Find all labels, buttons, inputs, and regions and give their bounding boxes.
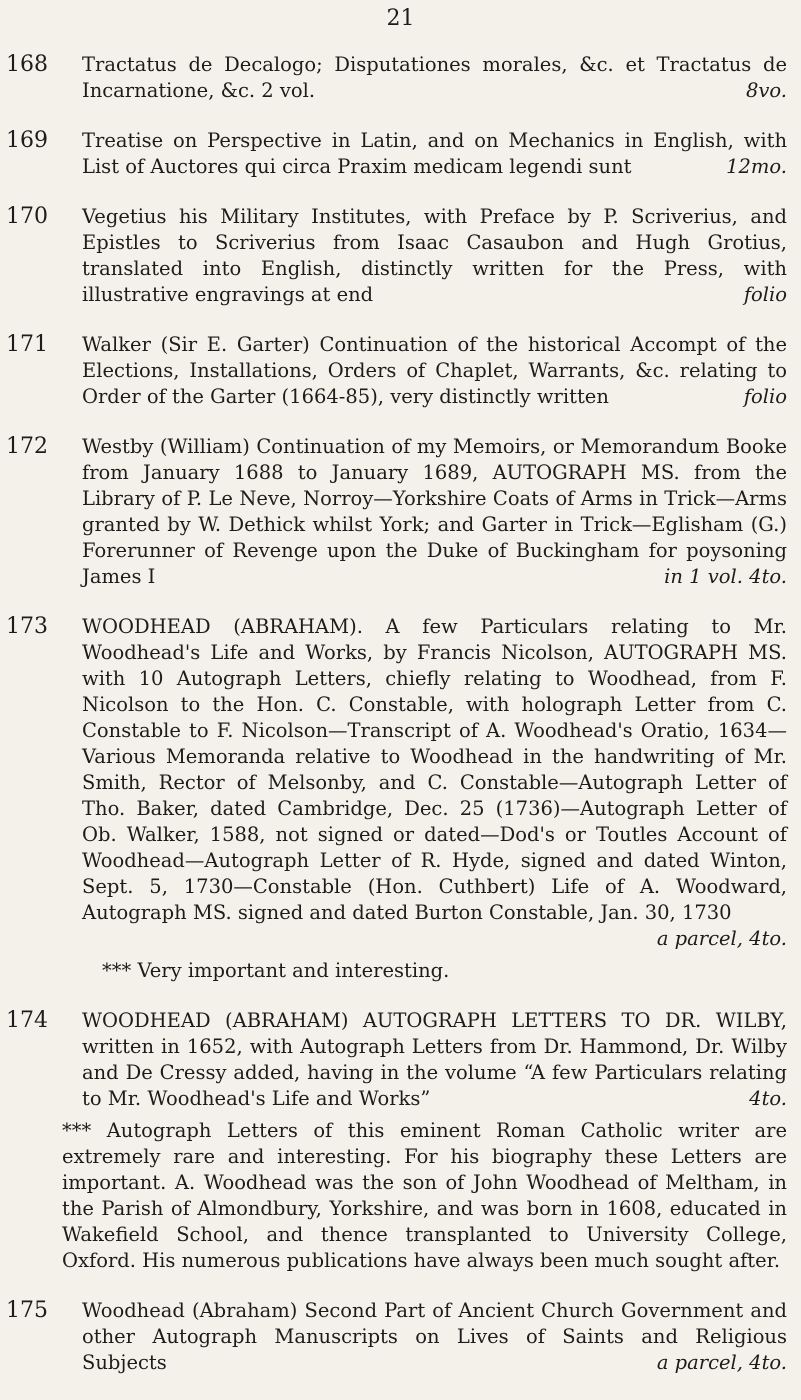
entry-format: 8vo. bbox=[745, 79, 787, 102]
entry-note: *** Autograph Letters of this eminent Roman Catholic writer are extremely rare and interesting. For his biography these Letters are important. A. Woodhead was the son of John Woodhead of Meltham, in the Parish of Almondbury, Yorkshire, and was born in 1608, educated in Wakefield School, and thence transplanted to University College, Oxford. His numerous publications have always been much sought after. bbox=[62, 1119, 787, 1272]
entry-title: Tractatus de Decalogo; Disputationes morales, &c. et Tractatus de Incarnatione, &c. 2 vol. bbox=[82, 53, 787, 102]
catalogue-entry bbox=[0, 1008, 801, 1274]
entry-title: WOODHEAD (ABRAHAM) AUTOGRAPH LETTERS TO DR. WILBY, written in 1652, with Autograph Letters from Dr. Hammond, Dr. Wilby and De Cressy added, having in the volume “A few Particulars relating to Mr. Woodhead's Life and Works” bbox=[82, 1009, 787, 1110]
entry-format: 12mo. bbox=[726, 155, 787, 178]
entry-title: Walker (Sir E. Garter) Continuation of the historical Accompt of the Elections, Installations, Orders of Chaplet, Warrants, &c. relating to Order of the Garter (1664-85), very distinctly written bbox=[82, 333, 787, 408]
entry-title: WOODHEAD (ABRAHAM). A few Particulars relating to Mr. Woodhead's Life and Works, by Francis Nicolson, AUTOGRAPH MS. with 10 Autograph Letters, chiefly relating to Woodhead, from F. Nicolson to the Hon. C. Constable, with holograph Letter from C. Constable to F. Nicolson—Transcript of A. Woodhead's Oratio, 1634—Various Memoranda relative to Woodhead in the handwriting of Mr. Smith, Rector of Melsonby, and C. Constable—Autograph Letter of Tho. Baker, dated Cambridge, Dec. 25 (1736)—Autograph Letter of Ob. Walker, 1588, not signed or dated—Dod's or Toutles Account of Woodhead—Autograph Letter of R. Hyde, signed and dated Winton, Sept. 5, 1730—Constable (Hon. Cuthbert) Life of A. Woodward, Autograph MS. signed and dated Burton Constable, Jan. 30, 1730 bbox=[82, 615, 787, 924]
entry-format: 4to. bbox=[749, 1087, 787, 1110]
catalogue-entry bbox=[0, 332, 801, 410]
lot-number: 173 bbox=[6, 614, 48, 639]
catalogue-entry bbox=[0, 52, 801, 104]
lot-number: 168 bbox=[6, 52, 48, 77]
catalogue-entry bbox=[0, 1298, 801, 1376]
catalogue-entry bbox=[0, 204, 801, 308]
lot-number: 170 bbox=[6, 204, 48, 229]
entry-title: Treatise on Perspective in Latin, and on Mechanics in English, with List of Auctores qui circa Praxim medicam legendi sunt bbox=[82, 129, 787, 178]
catalogue-entry bbox=[0, 434, 801, 590]
page-number: 21 bbox=[386, 6, 415, 31]
entry-format: in 1 vol. 4to. bbox=[664, 565, 787, 588]
lot-number: 171 bbox=[6, 332, 48, 357]
catalogue-entry bbox=[0, 128, 801, 180]
entry-format: folio bbox=[743, 283, 787, 306]
lot-number: 174 bbox=[6, 1008, 48, 1033]
entry-title: Vegetius his Military Institutes, with Preface by P. Scriverius, and Epistles to Scriverius from Isaac Casaubon and Hugh Grotius, translated into English, distinctly written for the Press, with illustrative engravings at end bbox=[82, 205, 787, 306]
entry-title: Westby (William) Continuation of my Memoirs, or Memorandum Booke from January 1688 to January 1689, AUTOGRAPH MS. from the Library of P. Le Neve, Norroy—Yorkshire Coats of Arms in Trick—Arms granted by W. Dethick whilst York; and Garter in Trick—Eglisham (G.) Forerunner of Revenge upon the Duke of Buckingham for poysoning James I bbox=[82, 435, 787, 588]
catalogue-entry bbox=[0, 614, 801, 984]
lot-number: 172 bbox=[6, 434, 48, 459]
entry-format: a parcel, 4to. bbox=[656, 1351, 787, 1374]
entry-format: a parcel, 4to. bbox=[656, 927, 787, 950]
catalogue-entries bbox=[0, 52, 801, 1400]
entry-title: Woodhead (Abraham) Second Part of Ancient Church Government and other Autograph Manuscripts on Lives of Saints and Religious Subjects bbox=[82, 1299, 787, 1374]
entry-format: folio bbox=[743, 385, 787, 408]
lot-number: 169 bbox=[6, 128, 48, 153]
entry-note: *** Very important and interesting. bbox=[102, 959, 450, 982]
lot-number: 175 bbox=[6, 1298, 48, 1323]
